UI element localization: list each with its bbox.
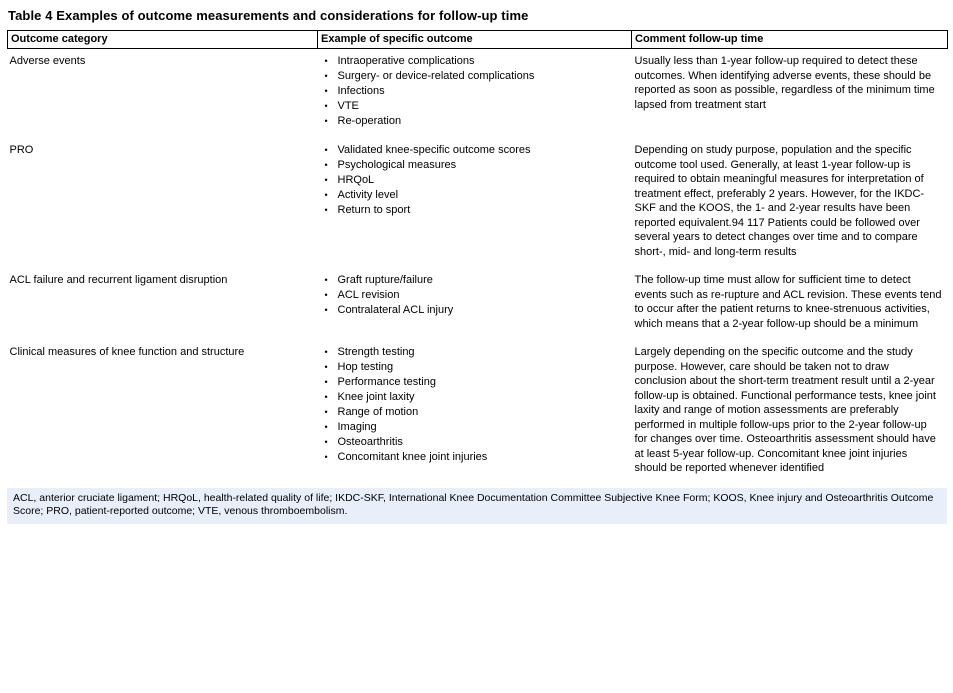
example-item: • ACL revision [321,288,626,303]
abbreviations-footnote: ACL, anterior cruciate ligament; HRQoL, health-related quality of life; IKDC-SKF, International Knee Documentation Committee Subjective Knee Form; KOOS, Knee injury and Osteoarthritis Outcome Score; PRO, patient-reported outcome; VTE, venous thromboembolism. [7,488,947,524]
comment-cell: Depending on study purpose, population and the specific outcome tool used. Generally, at least 1-year follow-up is required to obtain meaningful measures for interpretation of treatment effect, preferably 2 years. However, for the IKDC-SKF and the KOOS, the 1- and 2-year results have been reported equivalent.94 117 Patients could be followed over several years to detect changes over time and to compare short-, mid- and long-term results [634,144,925,258]
outcomes-table [7,30,948,485]
header-row [8,31,948,49]
example-item: • Graft rupture/failure [321,273,626,288]
outcome-category-cell: ACL failure and recurrent ligament disruption [9,274,228,286]
example-item: • Strength testing [321,345,626,360]
col-header-example-specific-outcome: Example of specific outcome [318,31,632,49]
col-header-outcome-category: Outcome category [8,31,318,49]
examples-cell [318,138,632,268]
examples-cell [318,340,632,485]
example-item: • Concomitant knee joint injuries [321,450,626,465]
example-item: • Performance testing [321,375,626,390]
example-item: • Psychological measures [321,158,626,173]
example-item: • Return to sport [321,203,626,218]
example-item: • Hop testing [321,360,626,375]
examples-list [321,345,626,465]
examples-list [321,143,626,218]
example-item: • Contralateral ACL injury [321,303,626,318]
table-row [8,268,948,340]
example-item: • HRQoL [321,173,626,188]
examples-cell [318,268,632,340]
example-item: • Intraoperative complications [321,54,626,69]
comment-cell: Largely depending on the specific outcome and the study purpose. However, care should be taken not to draw conclusion about the short-term treatment result until a 2-year follow-up is obtained. Functional performance tests, knee joint laxity and range of motion assessments are preferably performed in multiple follow-ups prior to the 2-year follow-up for changes over time. Osteoarthritis assessment should have at least 5-year follow-up. Concomitant knee joint injuries should be reported whenever identified [634,346,936,474]
example-item: • Infections [321,84,626,99]
example-item: • Surgery- or device-related complications [321,69,626,84]
col-header-comment-follow-up-time: Comment follow-up time [632,31,948,49]
comment-cell: Usually less than 1-year follow-up required to detect these outcomes. When identifying adverse events, these should be reported as soon as possible, regardless of the minimum time lapsed from treatment start [634,55,935,111]
outcome-category-cell: Clinical measures of knee function and structure [9,346,245,358]
outcome-category-cell: Adverse events [9,55,86,67]
examples-list [321,54,626,129]
example-item: • VTE [321,99,626,114]
examples-cell [318,49,632,139]
example-item: • Activity level [321,188,626,203]
table-row [8,138,948,268]
table-row [8,49,948,139]
example-item: • Validated knee-specific outcome scores [321,143,626,158]
examples-list [321,273,626,318]
example-item: • Range of motion [321,405,626,420]
example-item: • Imaging [321,420,626,435]
example-item: • Re-operation [321,114,626,129]
table-title: Table 4 Examples of outcome measurements and considerations for follow-up time [8,8,529,23]
comment-cell: The follow-up time must allow for sufficient time to detect events such as re-rupture and ACL revision. These events tend to occur after the patient returns to knee-strenuous activities, which means that a 2-year follow-up should be a minimum [634,274,942,330]
example-item: • Knee joint laxity [321,390,626,405]
example-item: • Osteoarthritis [321,435,626,450]
table-row [8,340,948,485]
outcome-category-cell: PRO [9,144,34,156]
